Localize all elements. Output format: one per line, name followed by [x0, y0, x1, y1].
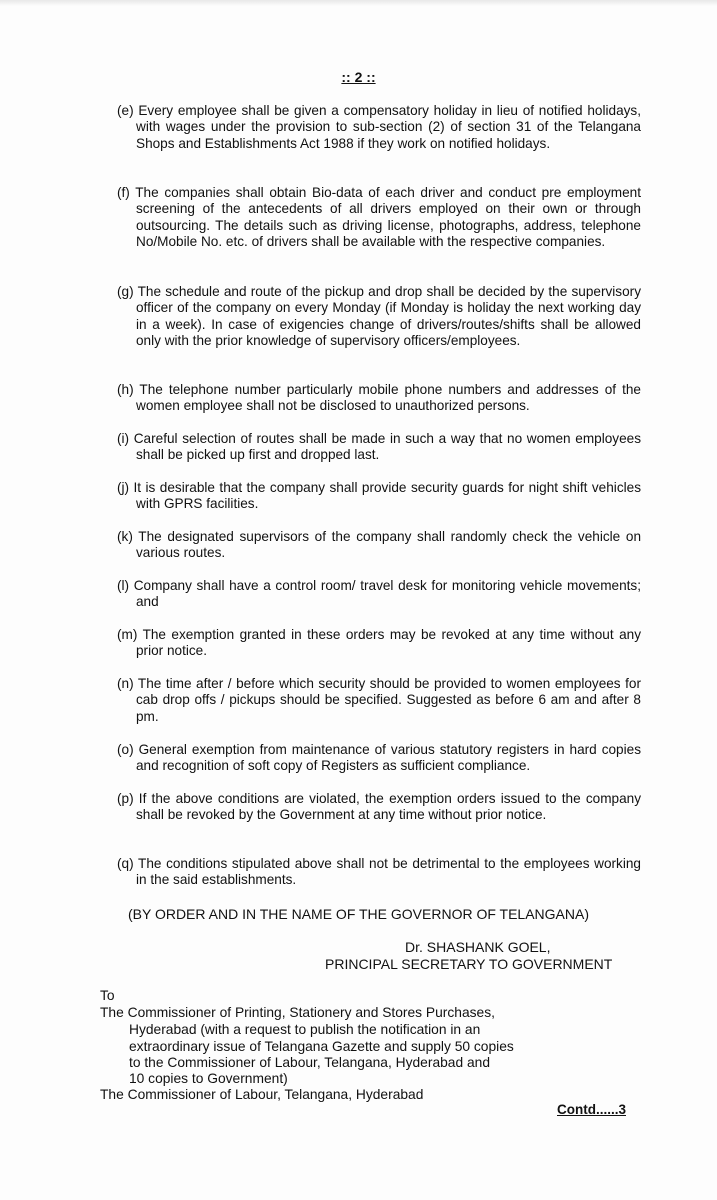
continued-marker: Contd......3 — [557, 1102, 626, 1117]
condition-l: (l) Company shall have a control room/ travel desk for monitoring vehicle movements; and — [117, 578, 641, 610]
address-line-3: extraordinary issue of Telangana Gazette and supply 50 copies — [129, 1039, 514, 1054]
page-edge-shadow — [0, 0, 717, 6]
condition-k: (k) The designated supervisors of the company shall randomly check the vehicle on various routes. — [117, 529, 641, 561]
condition-j: (j) It is desirable that the company shall provide security guards for night shift vehicles with GPRS facilities. — [117, 480, 641, 512]
condition-m: (m) The exemption granted in these orders may be revoked at any time without any prior notice. — [117, 627, 641, 659]
address-line-5: 10 copies to Government) — [129, 1071, 288, 1086]
signatory-designation: PRINCIPAL SECRETARY TO GOVERNMENT — [325, 956, 613, 972]
address-line-1: The Commissioner of Printing, Stationery and Stores Purchases, — [100, 1005, 495, 1020]
condition-g: (g) The schedule and route of the pickup and drop shall be decided by the supervisory officer of the company on every Monday (if Monday is holiday the next working day in a week). In case of exigencies change of drivers/routes/shifts shall be allowed only with the prior knowledge of supervisory officers/employees. — [117, 284, 641, 349]
condition-f: (f) The companies shall obtain Bio-data of each driver and conduct pre employment screening of the antecedents of all drivers employed on their own or through outsourcing. The details such as driving license, photographs, address, telephone No/Mobile No. etc. of drivers shall be available with the respective companies. — [117, 185, 641, 250]
condition-p: (p) If the above conditions are violated, the exemption orders issued to the company shall be revoked by the Government at any time without prior notice. — [117, 791, 641, 823]
address-line-4: to the Commissioner of Labour, Telangana, Hyderabad and — [129, 1055, 490, 1070]
condition-i: (i) Careful selection of routes shall be made in such a way that no women employees shall be picked up first and dropped last. — [117, 431, 641, 463]
condition-o: (o) General exemption from maintenance of various statutory registers in hard copies and recognition of soft copy of Registers as sufficient compliance. — [117, 742, 641, 774]
address-line-6: The Commissioner of Labour, Telangana, Hyderabad — [100, 1087, 424, 1102]
signatory-name: Dr. SHASHANK GOEL, — [405, 939, 551, 955]
address-to: To — [100, 988, 115, 1003]
condition-h: (h) The telephone number particularly mobile phone numbers and addresses of the women employee shall not be disclosed to unauthorized persons. — [117, 382, 641, 414]
condition-n: (n) The time after / before which security should be provided to women employees for cab drop offs / pickups should be specified. Suggested as before 6 am and after 8 pm. — [117, 676, 641, 724]
condition-q: (q) The conditions stipulated above shall not be detrimental to the employees working in the said establishments. — [117, 856, 641, 888]
page-number: :: 2 :: — [341, 69, 376, 85]
address-line-2: Hyderabad (with a request to publish the notification in an — [129, 1022, 481, 1037]
condition-e: (e) Every employee shall be given a compensatory holiday in lieu of notified holidays, with wages under the provision to sub-section (2) of section 31 of the Telangana Shops and Establishments Act 1988 if they work on notified holidays. — [117, 103, 641, 151]
order-line: (BY ORDER AND IN THE NAME OF THE GOVERNOR OF TELANGANA) — [127, 906, 590, 922]
